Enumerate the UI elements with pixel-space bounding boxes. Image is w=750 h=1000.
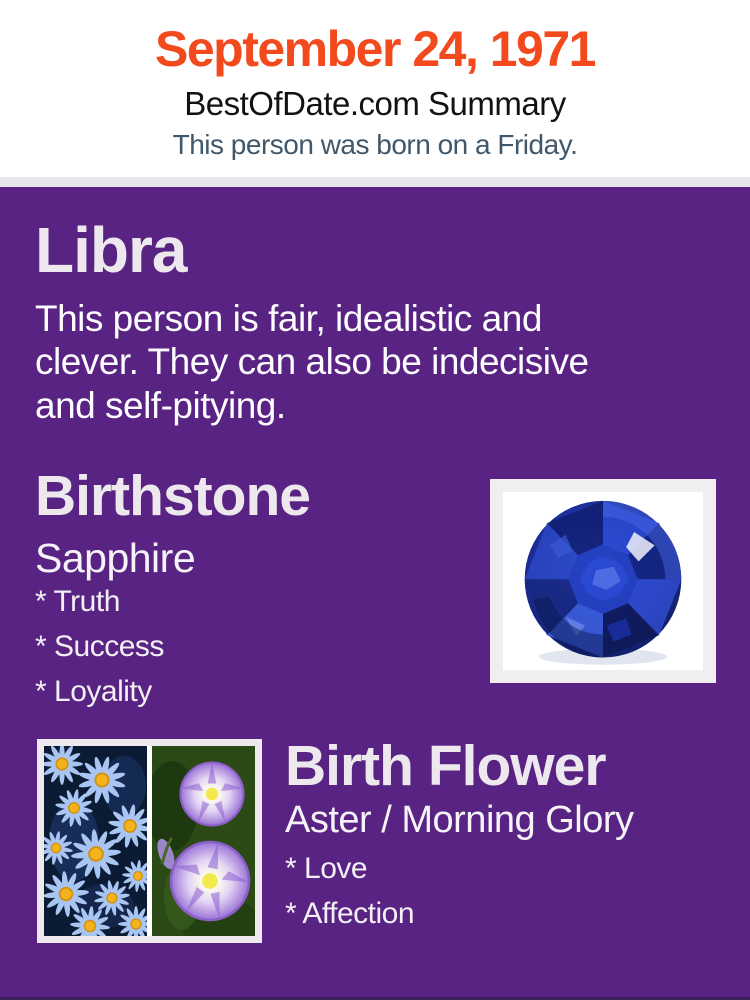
sapphire-image [503,492,703,670]
birth-flower-trait-list [285,854,414,944]
birthstone-heading: Birthstone [35,464,310,528]
header-divider [0,177,750,187]
birthstone-trait: * Loyality [35,675,152,708]
birth-flower-trait: * Love [285,852,368,885]
birthstone-trait: * Truth [35,585,120,618]
site-summary-title: BestOfDate.com Summary [184,85,566,122]
birth-date-title: September 24, 1971 [155,21,595,77]
zodiac-section [0,187,750,1000]
morning-glory-photo-graphic [152,746,255,936]
sapphire-image-frame [490,479,716,683]
birth-flower-trait: * Affection [285,897,415,930]
aster-photo-graphic [44,746,147,936]
sapphire-gem-graphic [503,492,703,670]
birth-flower-heading: Birth Flower [285,734,606,798]
born-day-text: This person was born on a Friday. [172,129,578,160]
birthstone-trait-list [35,587,164,722]
zodiac-description: This person is fair, idealistic and clever. They can also be indecisive and self-pitying. [35,298,589,426]
birth-flower-image [44,746,255,936]
birth-flower-image-frame [37,739,262,943]
birthstone-name: Sapphire [35,535,196,581]
birth-flower-name: Aster / Morning Glory [285,799,634,841]
birthstone-trait: * Success [35,630,164,663]
zodiac-sign-title: Libra [35,214,187,286]
